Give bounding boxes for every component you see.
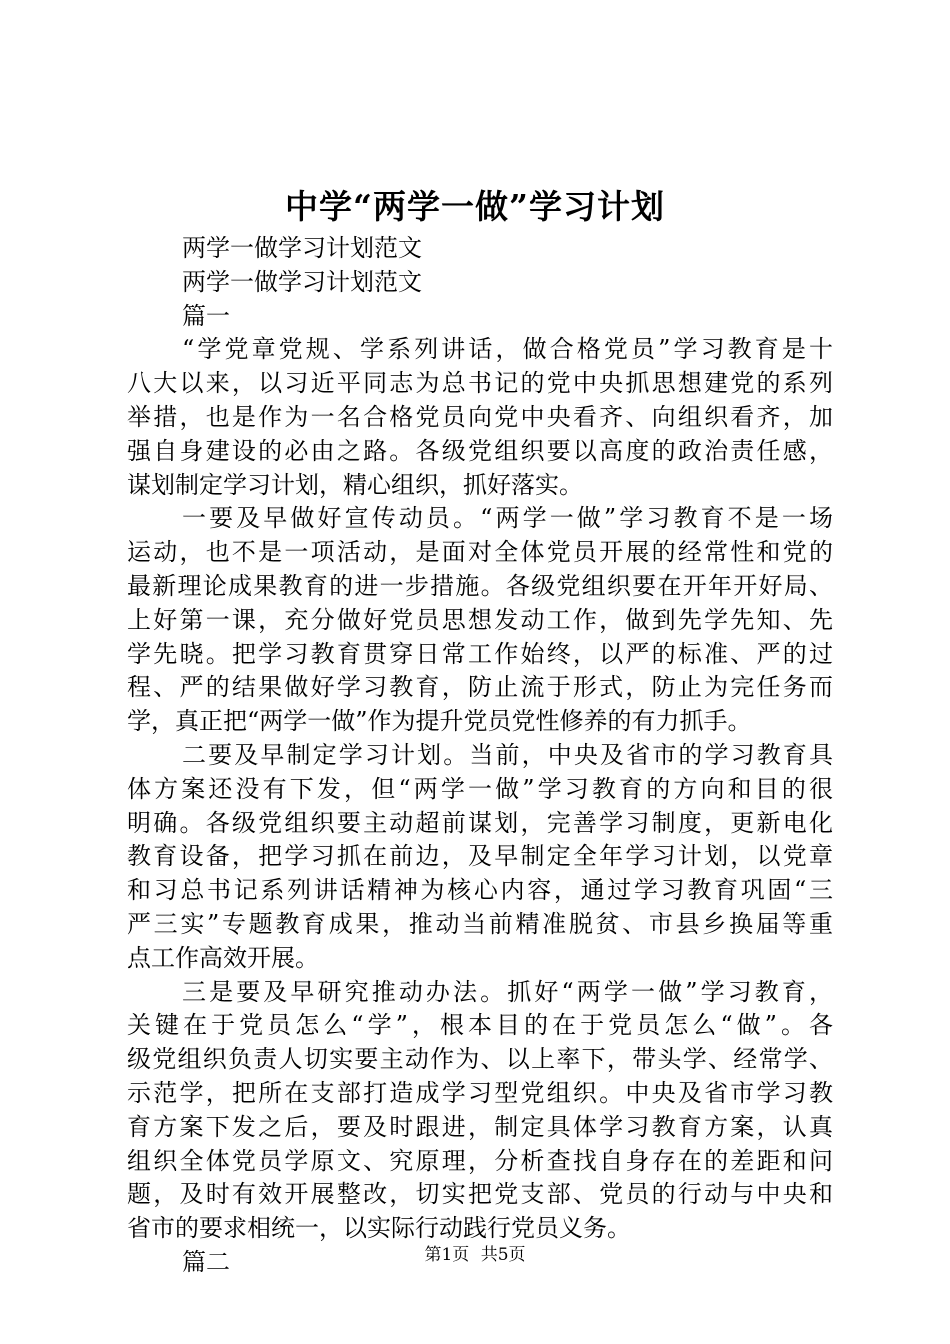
paragraph-line: 八大以来，以习近平同志为总书记的党中央抓思想建党的系列 [127, 369, 833, 398]
paragraph-line: 体方案还没有下发，但“两学一做”学习教育的方向和目的很 [127, 774, 833, 803]
paragraph-line: 示范学，把所在支部打造成学习型党组织。中央及省市学习教 [127, 1078, 833, 1107]
paragraph-line: 组织全体党员学原文、究原理，分析查找自身存在的差距和问 [127, 1146, 833, 1175]
paragraph-line: 育方案下发之后，要及时跟进，制定具体学习教育方案，认真 [127, 1112, 833, 1141]
paragraph-line: 三是要及早研究推动办法。抓好“两学一做”学习教育， [182, 977, 833, 1006]
paragraph-line: 严三实”专题教育成果，推动当前精准脱贫、市县乡换届等重 [127, 909, 833, 938]
paragraph-line: 强自身建设的必由之路。各级党组织要以高度的政治责任感， [127, 436, 833, 465]
document-title: 中学“两学一做”学习计划 [285, 187, 665, 226]
paragraph-line: 举措，也是作为一名合格党员向党中央看齐、向组织看齐，加 [127, 402, 833, 431]
paragraph-line: 运动，也不是一项活动，是面对全体党员开展的经常性和党的 [127, 538, 833, 567]
document-body [127, 232, 833, 1280]
paragraph-line: 和习总书记系列讲话精神为核心内容，通过学习教育巩固“三 [127, 876, 833, 905]
paragraph-line: 最新理论成果教育的进一步措施。各级党组织要在开年开好局、 [127, 571, 833, 600]
subtitle-line: 两学一做学习计划范文 [182, 234, 422, 262]
paragraph-line: 题，及时有效开展整改，切实把党支部、党员的行动与中央和 [127, 1180, 833, 1209]
paragraph-line: 教育设备，把学习抓在前边，及早制定全年学习计划，以党章 [127, 842, 833, 871]
section-heading: 篇二 [182, 1247, 230, 1276]
section-heading: 篇一 [182, 301, 230, 330]
paragraph-line: 学先晓。把学习教育贯穿日常工作始终，以严的标准、严的过 [127, 639, 833, 668]
paragraph-line: 关键在于党员怎么“学”，根本目的在于党员怎么“做”。各 [127, 1011, 833, 1040]
paragraph-line: 省市的要求相统一，以实际行动践行党员义务。 [127, 1214, 631, 1243]
paragraph-line: 二要及早制定学习计划。当前，中央及省市的学习教育具 [182, 740, 833, 769]
paragraph-line: 明确。各级党组织要主动超前谋划，完善学习制度，更新电化 [127, 808, 833, 837]
subtitle-line: 两学一做学习计划范文 [182, 267, 422, 296]
paragraph-line: 一要及早做好宣传动员。“两学一做”学习教育不是一场 [182, 504, 833, 533]
paragraph-line: 级党组织负责人切实要主动作为、以上率下，带头学、经常学、 [127, 1045, 833, 1074]
paragraph-line: 学，真正把“两学一做”作为提升党员党性修养的有力抓手。 [127, 707, 752, 736]
paragraph-line: “学党章党规、学系列讲话，做合格党员”学习教育是十 [182, 335, 833, 364]
paragraph-line: 程、严的结果做好学习教育，防止流于形式，防止为完任务而 [127, 673, 833, 702]
paragraph-line: 谋划制定学习计划，精心组织，抓好落实。 [127, 470, 583, 499]
paragraph-line: 上好第一课，充分做好党员思想发动工作，做到先学先知、先 [127, 605, 833, 634]
paragraph-line: 点工作高效开展。 [127, 943, 319, 972]
page-footer: 第1页 共5页 [424, 1245, 526, 1265]
